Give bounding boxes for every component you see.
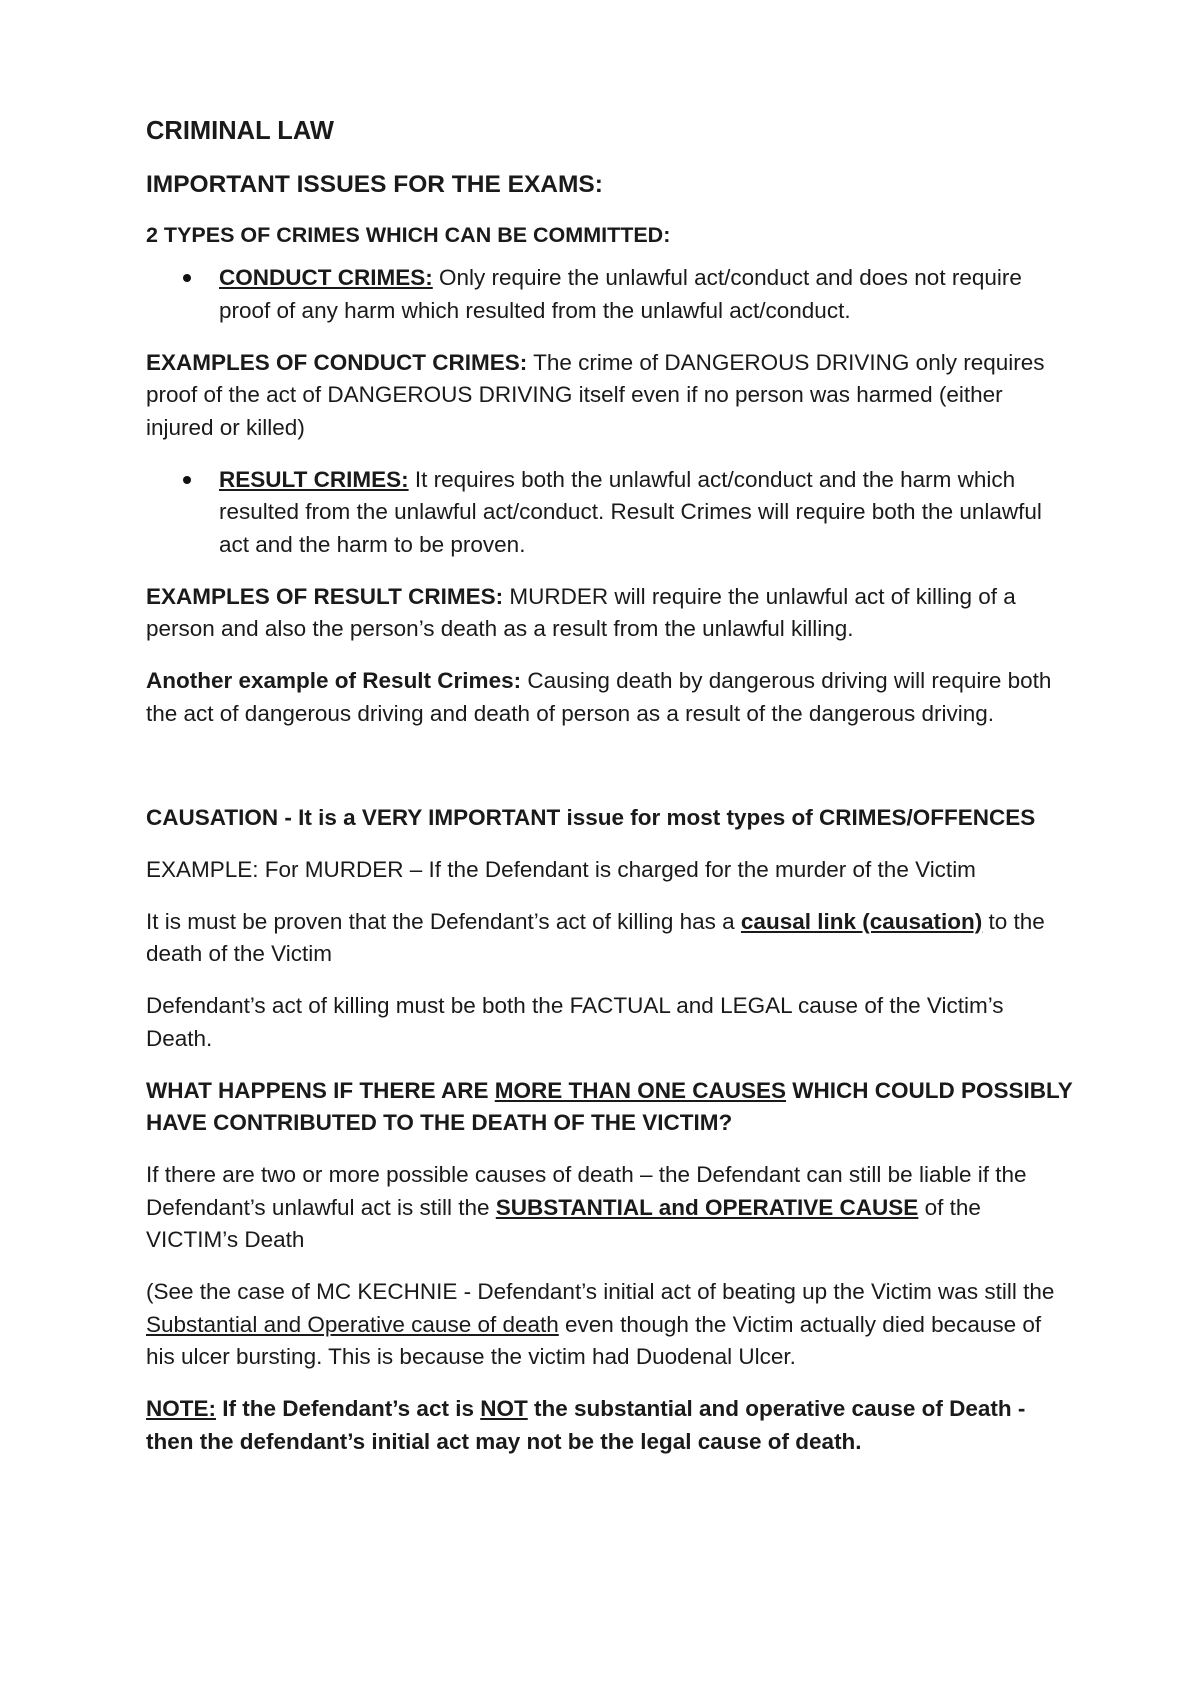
multiple-causes-heading [146, 1075, 1076, 1140]
note-paragraph [146, 1393, 1076, 1458]
factual-legal-paragraph: Defendant’s act of killing must be both the FACTUAL and LEGAL cause of the Victim’s Death. [146, 993, 1004, 1051]
mckechnie-underlined: Substantial and Operative cause of death [146, 1311, 559, 1337]
causal-link-text-before: It is must be proven that the Defendant’s act of killing has a [146, 908, 741, 934]
mckechnie-paragraph [146, 1276, 1076, 1374]
note-text-part1: If the Defendant’s act is [216, 1396, 481, 1421]
another-example-label: Another example of Result Crimes: [146, 668, 522, 693]
result-examples-label: EXAMPLES OF RESULT CRIMES: [146, 583, 504, 609]
mckechnie-text-after: even though the Victim actually died because of his ulcer bursting. This is because the victim had Duodenal Ulcer. [146, 1311, 1042, 1369]
document-title: CRIMINAL LAW [146, 117, 334, 145]
causal-link-paragraph [146, 906, 1076, 971]
another-example-text: Causing death by dangerous driving will require both the act of dangerous driving and death of person as a result of the dangerous driving. [146, 668, 1052, 726]
conduct-examples-label: EXAMPLES OF CONDUCT CRIMES: [146, 349, 528, 375]
multiple-causes-heading-after: WHICH COULD POSSIBLY HAVE CONTRIBUTED TO THE DEATH OF THE VICTIM? [146, 1077, 1073, 1135]
note-label: NOTE: [146, 1396, 216, 1421]
bullet-dot-icon [183, 274, 191, 282]
result-crimes-label: RESULT CRIMES: [219, 466, 409, 492]
document-content [146, 114, 1076, 1478]
note-not-word: NOT [480, 1396, 528, 1421]
note-text-part2: the substantial and operative cause of Death - then the defendant’s initial act may not be the legal cause of death. [146, 1396, 1026, 1454]
causation-heading: CAUSATION - It is a VERY IMPORTANT issue for most types of CRIMES/OFFENCES [146, 804, 1036, 830]
conduct-crimes-text: Only require the unlawful act/conduct and does not require proof of any harm which resulted from the unlawful act/conduct. [219, 265, 1022, 323]
multiple-causes-heading-underlined: MORE THAN ONE CAUSES [494, 1077, 787, 1103]
another-example-paragraph [146, 665, 1076, 730]
multiple-causes-text-before: If there are two or more possible causes of death – the Defendant can still be liable if the Defendant’s unlawful act is still the [146, 1162, 1027, 1220]
result-examples-text: MURDER will require the unlawful act of killing of a person and also the person’s death as a result from the unlawful killing. [146, 583, 1016, 641]
conduct-crimes-label: CONDUCT CRIMES: [219, 265, 433, 290]
bullet-dot-icon [183, 476, 191, 484]
conduct-examples-text: The crime of DANGEROUS DRIVING only requires proof of the act of DANGEROUS DRIVING itself even if no person was harmed (either injured or killed) [146, 349, 1045, 440]
conduct-examples-paragraph [146, 347, 1076, 445]
multiple-causes-heading-before: WHAT HAPPENS IF THERE ARE [146, 1077, 495, 1103]
result-crimes-bullet [146, 464, 1076, 562]
multiple-causes-emphasis: SUBSTANTIAL and OPERATIVE CAUSE [495, 1194, 919, 1220]
causal-link-emphasis: causal link (causation) [740, 908, 983, 934]
mckechnie-text-before: (See the case of MC KECHNIE - Defendant’s initial act of beating up the Victim was still the [146, 1279, 1055, 1304]
result-examples-paragraph [146, 581, 1076, 646]
document-subtitle: IMPORTANT ISSUES FOR THE EXAMS: [146, 171, 603, 198]
murder-example-paragraph: EXAMPLE: For MURDER – If the Defendant is charged for the murder of the Victim [146, 856, 976, 882]
multiple-causes-paragraph [146, 1159, 1076, 1257]
section-spacer [146, 750, 1076, 802]
conduct-crimes-bullet [146, 262, 1076, 327]
result-crimes-text: It requires both the unlawful act/conduct and the harm which resulted from the unlawful act/conduct. Result Crimes will require both the unlawful act and the harm to be proven. [219, 466, 1042, 557]
causal-link-text-after: to the death of the Victim [146, 908, 1045, 966]
crime-types-heading: 2 TYPES OF CRIMES WHICH CAN BE COMMITTED: [146, 223, 671, 247]
multiple-causes-text-after: of the VICTIM’s Death [146, 1194, 981, 1252]
